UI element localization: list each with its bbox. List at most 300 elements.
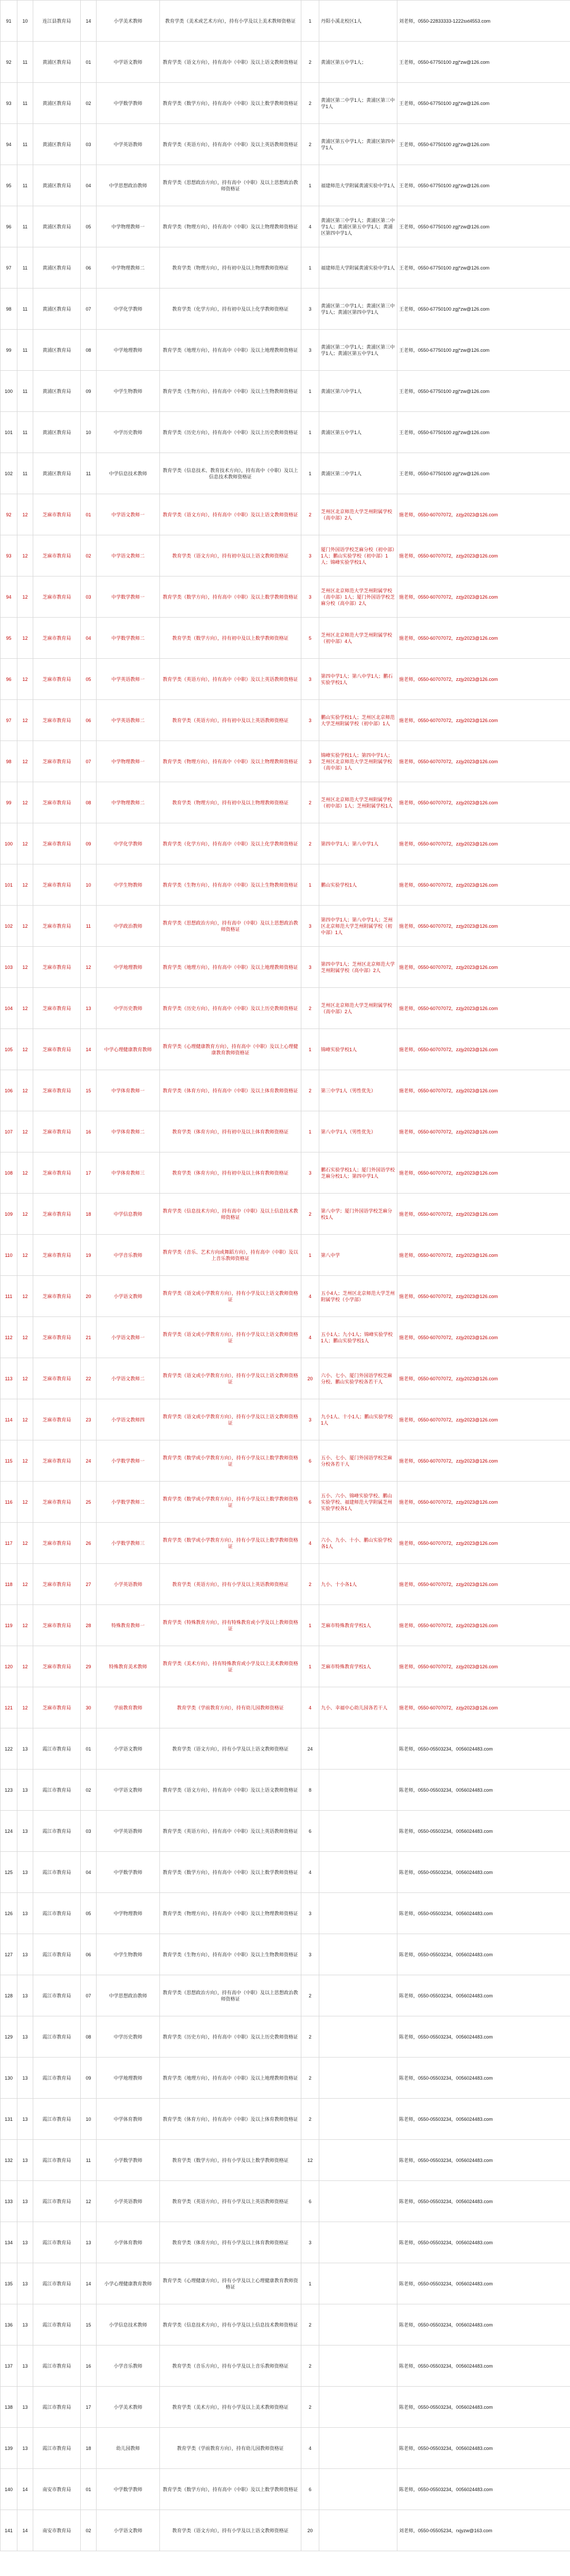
table-row (1, 823, 570, 864)
row-number: 95 (1, 165, 17, 206)
department: 芝麻市教育局 (33, 618, 81, 659)
requirement: 教育学类（学前教育方向），持有幼儿园教师资格证 (160, 1687, 301, 1728)
table-row (1, 42, 570, 83)
position-name: 小学语文教师一 (97, 1317, 160, 1358)
position-code: 07 (81, 741, 97, 782)
org-code: 13 (17, 2099, 33, 2140)
contact-info: 陈老师，0550-05503234，0056024483.com (397, 1728, 570, 1770)
position-name: 小学数学教师 (97, 2140, 160, 2181)
school-notes (319, 1770, 397, 1811)
school-notes: 黄浦区第五中学1人； (319, 42, 397, 83)
row-number: 99 (1, 330, 17, 371)
row-number: 135 (1, 2263, 17, 2304)
department: 霞江市教育局 (33, 2016, 81, 2058)
requirement: 教育学类（体育方向），持有小学及以上体育教师资格证 (160, 2222, 301, 2263)
row-number: 102 (1, 453, 17, 494)
position-name: 特殊教育美术教师 (97, 1646, 160, 1687)
department: 芝麻市教育局 (33, 535, 81, 576)
row-number: 109 (1, 1194, 17, 1235)
contact-info: 陈老师，0550-05503234，0056024483.com (397, 1934, 570, 1975)
contact-info: 施老师，0550-60707072，zzjy2023@126.com (397, 1687, 570, 1728)
row-number: 116 (1, 1482, 17, 1523)
row-number: 92 (1, 42, 17, 83)
org-code: 12 (17, 947, 33, 988)
position-code: 16 (81, 1111, 97, 1152)
department: 霞江市教育局 (33, 1852, 81, 1893)
school-notes: 五小、七小、厦门外国语学校芝麻分校各若干人 (319, 1440, 397, 1482)
hire-count: 8 (301, 1770, 319, 1811)
position-name: 中学语文教师一 (97, 494, 160, 535)
table-row (1, 1235, 570, 1276)
hire-count: 3 (301, 659, 319, 700)
hire-count: 2 (301, 1194, 319, 1235)
hire-count: 12 (301, 2140, 319, 2181)
position-name: 小学数学教师三 (97, 1523, 160, 1564)
requirement: 教育学类（语文方向），持有高中（中职）及以上语文教师资格证 (160, 42, 301, 83)
school-notes: 黄浦区第二中学1人；黄浦区第三中学1人；黄浦区第五中学1人 (319, 330, 397, 371)
hire-count: 2 (301, 2387, 319, 2428)
school-notes: 黄浦区第三中学1人；黄浦区第二中学1人；黄浦区第五中学1人；黄浦区第四中学1人 (319, 206, 397, 247)
row-number: 129 (1, 2016, 17, 2058)
requirement: 教育学类（音乐方向），持有小学及以上音乐教师资格证 (160, 2346, 301, 2387)
row-number: 126 (1, 1893, 17, 1934)
hire-count: 2 (301, 1975, 319, 2016)
school-notes: 第四中学1人；芝州区北京师范大学芝州附属学校（高中部）2人 (319, 947, 397, 988)
contact-info: 陈老师，0550-05503234，0056024483.com (397, 2428, 570, 2469)
school-notes (319, 1893, 397, 1934)
department: 南安市教育局 (33, 2469, 81, 2510)
department: 南安市教育局 (33, 2510, 81, 2551)
org-code: 12 (17, 1070, 33, 1111)
table-row (1, 1770, 570, 1811)
contact-info: 王老师，0550-67750100 zgj*zw@126.com (397, 289, 570, 330)
contact-info: 刘老师，0550-05505234，rxjyzw@163.com (397, 2510, 570, 2551)
position-name: 中学历史教师 (97, 988, 160, 1029)
contact-info: 施老师，0550-60707072，zzjy2023@126.com (397, 700, 570, 741)
org-code: 13 (17, 1728, 33, 1770)
row-number: 99 (1, 782, 17, 823)
table-row (1, 535, 570, 576)
row-number: 119 (1, 1605, 17, 1646)
position-code: 09 (81, 823, 97, 864)
contact-info: 施老师，0550-60707072，zzjy2023@126.com (397, 988, 570, 1029)
position-code: 01 (81, 1728, 97, 1770)
department: 黄浦区教育局 (33, 124, 81, 165)
position-code: 01 (81, 42, 97, 83)
requirement: 教育学类（数学或小学教育方向），持有小学及以上数学教师资格证 (160, 1440, 301, 1482)
position-code: 05 (81, 1893, 97, 1934)
contact-info: 施老师，0550-60707072，zzjy2023@126.com (397, 1482, 570, 1523)
table-row (1, 206, 570, 247)
contact-info: 王老师，0550-67750100 zgj*zw@126.com (397, 371, 570, 412)
position-name: 中学历史教师 (97, 412, 160, 453)
org-code: 12 (17, 1029, 33, 1070)
contact-info: 施老师，0550-60707072，zzjy2023@126.com (397, 1399, 570, 1440)
requirement: 教育学类（美术方向），持有小学及以上美术教师资格证 (160, 2387, 301, 2428)
requirement: 教育学类（数学方向），持有初中及以上数学教师资格证 (160, 618, 301, 659)
position-name: 小学美术教师 (97, 2387, 160, 2428)
contact-info: 陈老师，0550-05503234，0056024483.com (397, 2387, 570, 2428)
position-name: 小学体育教师 (97, 2222, 160, 2263)
school-notes (319, 2263, 397, 2304)
row-number: 121 (1, 1687, 17, 1728)
hire-count: 6 (301, 1811, 319, 1852)
row-number: 96 (1, 206, 17, 247)
org-code: 12 (17, 1646, 33, 1687)
hire-count: 1 (301, 247, 319, 289)
position-code: 29 (81, 1646, 97, 1687)
org-code: 11 (17, 371, 33, 412)
org-code: 12 (17, 1235, 33, 1276)
contact-info: 施老师，0550-60707072，zzjy2023@126.com (397, 1235, 570, 1276)
position-code: 10 (81, 864, 97, 906)
table-row (1, 782, 570, 823)
row-number: 98 (1, 741, 17, 782)
position-code: 04 (81, 1852, 97, 1893)
row-number: 94 (1, 124, 17, 165)
table-row (1, 1852, 570, 1893)
school-notes: 五小、六小、锦峰实验学校、鹏山实验学校、福建师范大学附属芝州实验学校各1人 (319, 1482, 397, 1523)
table-row (1, 289, 570, 330)
position-name: 中学语文教师二 (97, 535, 160, 576)
position-code: 10 (81, 412, 97, 453)
hire-count: 1 (301, 371, 319, 412)
school-notes: 第四中学1人；第八中学1人 (319, 823, 397, 864)
position-name: 中学地理教师 (97, 947, 160, 988)
hire-count: 4 (301, 1687, 319, 1728)
row-number: 94 (1, 576, 17, 618)
position-name: 中学化学教师 (97, 823, 160, 864)
position-code: 06 (81, 247, 97, 289)
row-number: 125 (1, 1852, 17, 1893)
contact-info: 刘老师，0550-22833333-1222sxt4553.com (397, 1, 570, 42)
org-code: 12 (17, 1194, 33, 1235)
hire-count: 2 (301, 494, 319, 535)
position-name: 小学信息技术教师 (97, 2304, 160, 2346)
contact-info: 陈老师，0550-05503234，0056024483.com (397, 2469, 570, 2510)
row-number: 137 (1, 2346, 17, 2387)
department: 霞江市教育局 (33, 1811, 81, 1852)
department: 芝麻市教育局 (33, 1276, 81, 1317)
department: 芝麻市教育局 (33, 1523, 81, 1564)
school-notes: 丹阳小溪北校区1人 (319, 1, 397, 42)
contact-info: 陈老师，0550-05503234，0056024483.com (397, 2222, 570, 2263)
position-code: 03 (81, 576, 97, 618)
school-notes: 鹏山实验学校1人；芝州区北京师范大学芝州附属学校（初中部）1人 (319, 700, 397, 741)
position-code: 20 (81, 1276, 97, 1317)
position-name: 中学英语教师 (97, 124, 160, 165)
requirement: 教育学类（地理方向），持有高中（中职）及以上地理教师资格证 (160, 2058, 301, 2099)
school-notes: 五小4人；芝州区北京师范大学芝州附属学校（小学部） (319, 1276, 397, 1317)
contact-info: 王老师，0550-67750100 zgj*zw@126.com (397, 247, 570, 289)
row-number: 118 (1, 1564, 17, 1605)
contact-info: 施老师，0550-60707072，zzjy2023@126.com (397, 1029, 570, 1070)
org-code: 12 (17, 659, 33, 700)
hire-count: 3 (301, 906, 319, 947)
row-number: 95 (1, 618, 17, 659)
table-row (1, 2058, 570, 2099)
position-name: 中学数学教师 (97, 1852, 160, 1893)
contact-info: 施老师，0550-60707072，zzjy2023@126.com (397, 494, 570, 535)
row-number: 93 (1, 535, 17, 576)
org-code: 10 (17, 1, 33, 42)
contact-info: 施老师，0550-60707072，zzjy2023@126.com (397, 864, 570, 906)
department: 黄浦区教育局 (33, 453, 81, 494)
hire-count: 3 (301, 947, 319, 988)
position-name: 中学体育教师 (97, 2099, 160, 2140)
position-code: 23 (81, 1399, 97, 1440)
department: 芝麻市教育局 (33, 1605, 81, 1646)
table-row (1, 1687, 570, 1728)
contact-info: 施老师，0550-60707072，zzjy2023@126.com (397, 1523, 570, 1564)
requirement: 教育学类（思想政治方向），持有高中（中职）及以上思想政治教师资格证 (160, 906, 301, 947)
table-row (1, 659, 570, 700)
table-row (1, 412, 570, 453)
position-code: 17 (81, 2387, 97, 2428)
requirement: 教育学类（信息技术、教育技术方向），持有高中（中职）及以上信息技术教师资格证 (160, 453, 301, 494)
school-notes: 芝州区北京师范大学芝州附属学校（高中部）2人 (319, 494, 397, 535)
requirement: 教育学类（英语方向），持有小学及以上英语教师资格证 (160, 2181, 301, 2222)
contact-info: 施老师，0550-60707072，zzjy2023@126.com (397, 741, 570, 782)
row-number: 103 (1, 947, 17, 988)
hire-count: 4 (301, 1317, 319, 1358)
department: 霞江市教育局 (33, 1934, 81, 1975)
hire-count: 6 (301, 2469, 319, 2510)
school-notes: 第四中学1人；第八中学1人；鹏石实验学校1人 (319, 659, 397, 700)
contact-info: 施老师，0550-60707072，zzjy2023@126.com (397, 1194, 570, 1235)
requirement: 教育学类（地理方向），持有高中（中职）及以上地理教师资格证 (160, 330, 301, 371)
org-code: 11 (17, 412, 33, 453)
row-number: 123 (1, 1770, 17, 1811)
table-row (1, 864, 570, 906)
position-name: 中学体育教师二 (97, 1111, 160, 1152)
org-code: 13 (17, 1975, 33, 2016)
row-number: 120 (1, 1646, 17, 1687)
row-number: 112 (1, 1317, 17, 1358)
org-code: 12 (17, 864, 33, 906)
org-code: 12 (17, 1523, 33, 1564)
org-code: 12 (17, 1276, 33, 1317)
contact-info: 陈老师，0550-05503234，0056024483.com (397, 2304, 570, 2346)
table-row (1, 2099, 570, 2140)
hire-count: 2 (301, 782, 319, 823)
org-code: 12 (17, 1564, 33, 1605)
position-code: 13 (81, 2222, 97, 2263)
school-notes: 第三中学1人（男性优先） (319, 1070, 397, 1111)
requirement: 教育学类（英语方向），持有高中（中职）及以上英语教师资格证 (160, 1811, 301, 1852)
row-number: 100 (1, 823, 17, 864)
position-code: 14 (81, 1, 97, 42)
position-name: 幼儿园教师 (97, 2428, 160, 2469)
row-number: 97 (1, 700, 17, 741)
requirement: 教育学类（体育方向），持有高中（中职）及以上体育教师资格证 (160, 1070, 301, 1111)
table-row (1, 124, 570, 165)
row-number: 140 (1, 2469, 17, 2510)
contact-info: 陈老师，0550-05503234，0056024483.com (397, 2263, 570, 2304)
hire-count: 4 (301, 1523, 319, 1564)
hire-count: 3 (301, 1934, 319, 1975)
row-number: 100 (1, 371, 17, 412)
department: 芝麻市教育局 (33, 1440, 81, 1482)
hire-count: 5 (301, 618, 319, 659)
department: 连江县教育局 (33, 1, 81, 42)
position-name: 中学体育教师一 (97, 1070, 160, 1111)
school-notes (319, 2387, 397, 2428)
row-number: 114 (1, 1399, 17, 1440)
requirement: 教育学类（英语方向），持有初中及以上英语教师资格证 (160, 700, 301, 741)
position-name: 小学语文教师二 (97, 1358, 160, 1399)
table-row (1, 453, 570, 494)
school-notes (319, 2181, 397, 2222)
position-code: 07 (81, 1975, 97, 2016)
table-row (1, 1276, 570, 1317)
school-notes (319, 1852, 397, 1893)
table-row (1, 247, 570, 289)
school-notes (319, 2099, 397, 2140)
row-number: 108 (1, 1152, 17, 1194)
org-code: 11 (17, 165, 33, 206)
position-name: 小学数学教师二 (97, 1482, 160, 1523)
position-name: 小学语文教师 (97, 2510, 160, 2551)
hire-count: 6 (301, 1482, 319, 1523)
position-code: 10 (81, 2099, 97, 2140)
row-number: 111 (1, 1276, 17, 1317)
org-code: 11 (17, 124, 33, 165)
department: 黄浦区教育局 (33, 206, 81, 247)
row-number: 107 (1, 1111, 17, 1152)
hire-count: 2 (301, 1564, 319, 1605)
department: 霞江市教育局 (33, 2263, 81, 2304)
department: 霞江市教育局 (33, 2304, 81, 2346)
org-code: 12 (17, 988, 33, 1029)
school-notes: 锦峰实验学校1人 (319, 1029, 397, 1070)
requirement: 教育学类（体育方向），持有高中（中职）及以上体育教师资格证 (160, 2099, 301, 2140)
school-notes: 芝麻市特殊教育学校1人 (319, 1605, 397, 1646)
position-code: 26 (81, 1523, 97, 1564)
department: 霞江市教育局 (33, 1728, 81, 1770)
school-notes: 厦门外国语学校芝麻分校（初中部）1人；鹏山实验学校（初中部）1人；锦峰实验学校1人 (319, 535, 397, 576)
contact-info: 王老师，0550-67750100 zgj*zw@126.com (397, 412, 570, 453)
school-notes (319, 2058, 397, 2099)
position-name: 中学思想政治教师 (97, 165, 160, 206)
department: 芝麻市教育局 (33, 576, 81, 618)
requirement: 教育学类（物理方向），持有高中（中职）及以上物理教师资格证 (160, 1893, 301, 1934)
org-code: 13 (17, 1852, 33, 1893)
row-number: 113 (1, 1358, 17, 1399)
requirement: 教育学类（语文或小学教育方向），持有小学及以上语文教师资格证 (160, 1276, 301, 1317)
row-number: 117 (1, 1523, 17, 1564)
department: 芝麻市教育局 (33, 1194, 81, 1235)
table-row (1, 1811, 570, 1852)
hire-count: 6 (301, 1440, 319, 1482)
requirement: 教育学类（体育方向），持有初中及以上体育教师资格证 (160, 1111, 301, 1152)
contact-info: 施老师，0550-60707072，zzjy2023@126.com (397, 1440, 570, 1482)
position-name: 中学信息教师 (97, 1194, 160, 1235)
hire-count: 1 (301, 1029, 319, 1070)
requirement: 教育学类（特殊教育方向），持有特殊教育或小学及以上教师资格证 (160, 1605, 301, 1646)
requirement: 教育学类（信息技术方向），持有高中（中职）及以上信息技术教师资格证 (160, 1194, 301, 1235)
org-code: 13 (17, 1893, 33, 1934)
org-code: 13 (17, 2181, 33, 2222)
table-row (1, 1358, 570, 1399)
contact-info: 陈老师，0550-05503234，0056024483.com (397, 2181, 570, 2222)
hire-count: 1 (301, 1605, 319, 1646)
table-row (1, 1728, 570, 1770)
department: 芝麻市教育局 (33, 1482, 81, 1523)
contact-info: 陈老师，0550-05503234，0056024483.com (397, 2346, 570, 2387)
department: 芝麻市教育局 (33, 864, 81, 906)
row-number: 133 (1, 2181, 17, 2222)
position-code: 04 (81, 618, 97, 659)
department: 芝麻市教育局 (33, 700, 81, 741)
position-code: 19 (81, 1235, 97, 1276)
position-code: 06 (81, 1934, 97, 1975)
hire-count: 2 (301, 124, 319, 165)
org-code: 11 (17, 330, 33, 371)
table-row (1, 1399, 570, 1440)
contact-info: 陈老师，0550-05503234，0056024483.com (397, 2058, 570, 2099)
position-name: 小学语文教师四 (97, 1399, 160, 1440)
school-notes (319, 1975, 397, 2016)
department: 霞江市教育局 (33, 1770, 81, 1811)
table-row (1, 1605, 570, 1646)
hire-count: 4 (301, 1276, 319, 1317)
department: 芝麻市教育局 (33, 1111, 81, 1152)
table-row (1, 2510, 570, 2551)
position-name: 中学数学教师 (97, 2469, 160, 2510)
contact-info: 施老师，0550-60707072，zzjy2023@126.com (397, 1111, 570, 1152)
row-number: 98 (1, 289, 17, 330)
table-row (1, 1152, 570, 1194)
position-code: 12 (81, 947, 97, 988)
department: 芝麻市教育局 (33, 988, 81, 1029)
org-code: 12 (17, 1152, 33, 1194)
contact-info: 陈老师，0550-05503234，0056024483.com (397, 2099, 570, 2140)
org-code: 13 (17, 2346, 33, 2387)
requirement: 教育学类（生物方向），持有高中（中职）及以上生物教师资格证 (160, 371, 301, 412)
table-row (1, 2181, 570, 2222)
position-name: 中学化学教师 (97, 289, 160, 330)
contact-info: 王老师，0550-67750100 zgj*zw@126.com (397, 206, 570, 247)
org-code: 12 (17, 1605, 33, 1646)
table-row (1, 2428, 570, 2469)
department: 芝麻市教育局 (33, 1687, 81, 1728)
position-code: 05 (81, 206, 97, 247)
position-code: 14 (81, 2263, 97, 2304)
school-notes: 黄浦区第二中学1人；黄浦区第三中学1人；黄浦区第四中学1人 (319, 289, 397, 330)
table-row (1, 1523, 570, 1564)
school-notes (319, 1811, 397, 1852)
org-code: 11 (17, 289, 33, 330)
position-name: 中学生物教师 (97, 1934, 160, 1975)
table-row (1, 700, 570, 741)
position-name: 小学英语教师 (97, 1564, 160, 1605)
org-code: 13 (17, 2222, 33, 2263)
row-number: 101 (1, 864, 17, 906)
school-notes (319, 2469, 397, 2510)
org-code: 13 (17, 2140, 33, 2181)
hire-count: 3 (301, 2222, 319, 2263)
school-notes (319, 2428, 397, 2469)
org-code: 12 (17, 1482, 33, 1523)
requirement: 教育学类（语文方向），持有小学及以上语文教师资格证 (160, 2510, 301, 2551)
department: 霞江市教育局 (33, 2346, 81, 2387)
row-number: 91 (1, 1, 17, 42)
position-code: 14 (81, 1029, 97, 1070)
org-code: 12 (17, 494, 33, 535)
hire-count: 4 (301, 1852, 319, 1893)
requirement: 教育学类（信息技术方向），持有小学及以上信息技术教师资格证 (160, 2304, 301, 2346)
